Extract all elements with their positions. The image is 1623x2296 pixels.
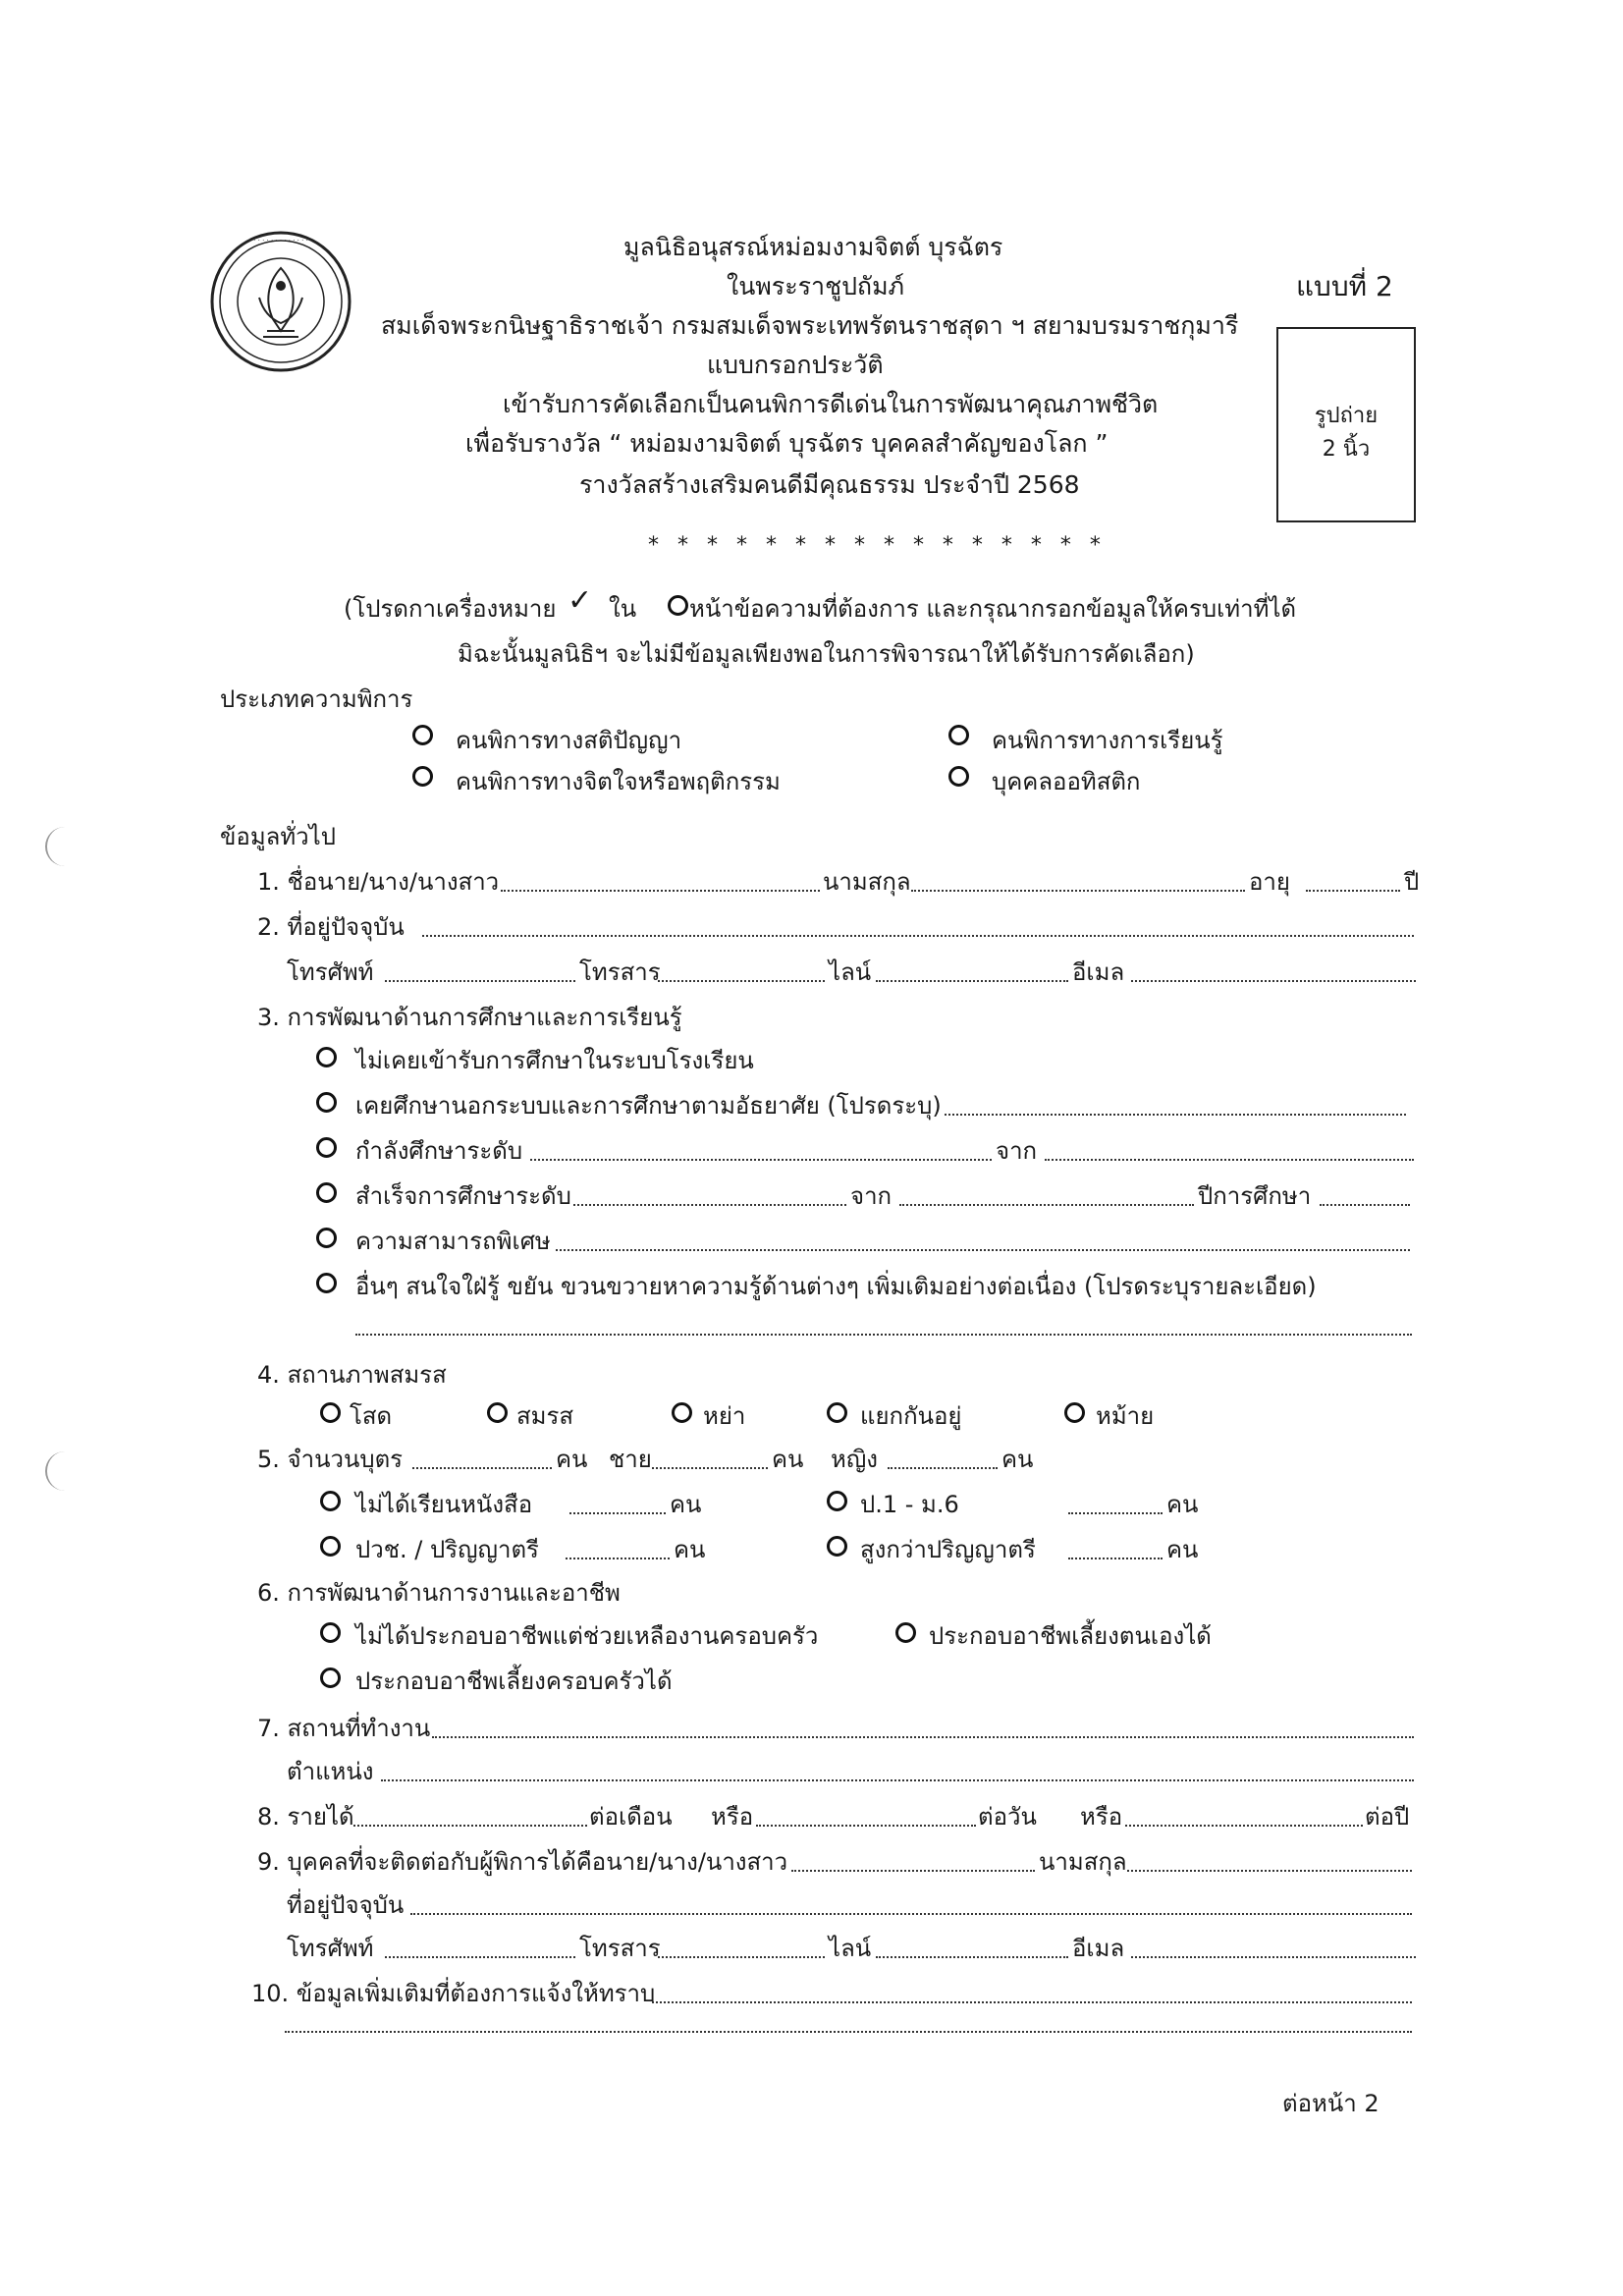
q5-opt4-unit: คน (1166, 1536, 1199, 1563)
q8-month-field[interactable] (353, 1825, 587, 1827)
q5-male-label: ชาย (609, 1446, 652, 1473)
q3-opt3-level-field[interactable] (530, 1159, 992, 1161)
q2-email-field[interactable] (1131, 980, 1416, 982)
photo-label-1: รูปถ่าย (1314, 404, 1379, 428)
q8-year-field[interactable] (1125, 1825, 1363, 1827)
q5-opt4-radio[interactable] (827, 1536, 847, 1557)
q8-day-field[interactable] (756, 1825, 976, 1827)
instructions-line-2: มิฉะนั้นมูลนิธิฯ จะไม่มีข้อมูลเพียงพอในการพิจารณาให้ได้รับการคัดเลือก) (458, 640, 1195, 668)
q3-opt4-level-field[interactable] (573, 1204, 846, 1206)
q6-opt3-label: ประกอบอาชีพเลี้ยงครอบครัวได้ (355, 1667, 673, 1695)
header-line-7: รางวัลสร้างเสริมคนดีมีคุณธรรม ประจำปี 2568 (579, 470, 1080, 499)
q9-phone-field[interactable] (385, 1956, 575, 1958)
q10-additional-label: 10. ข้อมูลเพิ่มเติมที่ต้องการแจ้งให้ทราบ (251, 1980, 656, 2007)
q9-surname-label: นามสกุล (1039, 1848, 1127, 1876)
q5-unit-1: คน (556, 1446, 588, 1473)
header-line-4: แบบกรอกประวัติ (707, 351, 884, 379)
q3-opt5-label: ความสามารถพิเศษ (355, 1228, 551, 1255)
q3-opt3-radio[interactable] (316, 1137, 337, 1158)
q4-widowed-label: หม้าย (1096, 1402, 1155, 1430)
q5-opt1-field[interactable] (569, 1512, 666, 1514)
header-line-6: เพื่อรับรางวัล “ หม่อมงามจิตต์ บุรฉัตร บุคคลสำคัญของโลก ” (465, 429, 1109, 458)
svg-text:· · · · · · · · · · · · · · ·: · · · · · · · · · · · · · · · (248, 237, 313, 245)
margin-punch-mark-bottom (45, 1451, 71, 1491)
instructions-circle-icon (668, 595, 688, 616)
q5-opt3-unit: คน (674, 1536, 706, 1563)
q3-opt2-label: เคยศึกษานอกระบบและการศึกษาตามอัธยาศัย (โปรดระบุ) (355, 1092, 942, 1120)
q3-opt2-radio[interactable] (316, 1092, 337, 1113)
q10-additional-field-1[interactable] (652, 2001, 1412, 2003)
q10-additional-field-2[interactable] (285, 2031, 1412, 2033)
q3-opt4-year-label: ปีการศึกษา (1198, 1182, 1312, 1210)
q9-address-label: ที่อยู่ปัจจุบัน (287, 1891, 405, 1919)
q1-year-label: ปี (1404, 868, 1420, 896)
q3-opt3-from-field[interactable] (1045, 1159, 1414, 1161)
header-line-5: เข้ารับการคัดเลือกเป็นคนพิการดีเด่นในการพัฒนาคุณภาพชีวิต (503, 390, 1159, 418)
disability-section-title: ประเภทความพิการ (220, 685, 413, 713)
q3-opt1-label: ไม่เคยเข้ารับการศึกษาในระบบโรงเรียน (355, 1047, 754, 1074)
q9-email-label: อีเมล (1072, 1935, 1125, 1962)
instructions-part-2: ใน (609, 595, 637, 623)
q5-female-field[interactable] (888, 1467, 998, 1469)
q2-phone-label: โทรศัพท์ (287, 958, 374, 986)
header-line-1: มูลนิธิอนุสรณ์หม่อมงามจิตต์ บุรฉัตร (623, 233, 1003, 261)
q4-married-label: สมรส (516, 1402, 574, 1430)
q5-female-label: หญิง (831, 1446, 878, 1473)
q3-opt2-field[interactable] (945, 1114, 1406, 1116)
instructions-part-1: (โปรดกาเครื่องหมาย (344, 595, 557, 623)
q5-male-field[interactable] (652, 1467, 768, 1469)
q4-single-radio[interactable] (320, 1402, 341, 1423)
q2-fax-label: โทรสาร (579, 958, 661, 986)
q9-surname-field[interactable] (1127, 1870, 1412, 1872)
disability-intellectual-radio[interactable] (412, 725, 433, 745)
q3-opt3-label: กำลังศึกษาระดับ (355, 1137, 523, 1165)
q3-opt5-field[interactable] (556, 1249, 1410, 1251)
q5-opt4-label: สูงกว่าปริญญาตรี (860, 1536, 1036, 1563)
q2-address-field[interactable] (422, 935, 1414, 937)
q1-age-field[interactable] (1306, 890, 1400, 892)
q8-income-label: 8. รายได้ (257, 1803, 354, 1831)
photo-label-2: 2 นิ้ว (1322, 437, 1371, 462)
q3-opt6-radio[interactable] (316, 1273, 337, 1293)
instructions-part-3: หน้าข้อความที่ต้องการ และกรุณากรอกข้อมูลให้ครบเท่าที่ได้ (689, 595, 1297, 623)
q8-or-label-1: หรือ (711, 1803, 754, 1831)
q6-opt1-radio[interactable] (320, 1622, 341, 1643)
q9-fax-field[interactable] (658, 1956, 825, 1958)
q7-workplace-label: 7. สถานที่ทำงาน (257, 1715, 431, 1742)
q3-opt4-from-field[interactable] (899, 1204, 1194, 1206)
q2-email-label: อีเมล (1072, 958, 1125, 986)
disability-learning-radio[interactable] (948, 725, 969, 745)
q5-opt2-unit: คน (1166, 1491, 1199, 1518)
photo-box (1276, 327, 1416, 522)
foundation-seal-logo (208, 229, 353, 374)
q5-unit-3: คน (1001, 1446, 1034, 1473)
q5-opt3-field[interactable] (566, 1558, 670, 1559)
q3-opt6-field[interactable] (355, 1334, 1412, 1336)
checkmark-symbol: ✓ (568, 583, 593, 618)
q2-fax-field[interactable] (658, 980, 825, 982)
q4-separated-radio[interactable] (827, 1402, 847, 1423)
q3-opt4-label: สำเร็จการศึกษาระดับ (355, 1182, 571, 1210)
disability-learning-label: คนพิการทางการเรียนรู้ (992, 727, 1223, 754)
q4-single-label: โสด (350, 1402, 393, 1430)
q5-children-field[interactable] (412, 1467, 552, 1469)
q5-opt3-radio[interactable] (320, 1536, 341, 1557)
q4-separated-label: แยกกันอยู่ (860, 1402, 962, 1430)
q4-widowed-radio[interactable] (1064, 1402, 1085, 1423)
q3-opt5-radio[interactable] (316, 1228, 337, 1248)
q6-opt2-radio[interactable] (895, 1622, 916, 1643)
q5-unit-2: คน (772, 1446, 804, 1473)
q5-children-label: 5. จำนวนบุตร (257, 1446, 404, 1473)
q6-opt3-radio[interactable] (320, 1667, 341, 1688)
header-line-3: สมเด็จพระกนิษฐาธิราชเจ้า กรมสมเด็จพระเทพรัตนราชสุดา ฯ สยามบรมราชกุมารี (381, 311, 1239, 340)
q9-email-field[interactable] (1131, 1956, 1416, 1958)
q5-opt2-field[interactable] (1068, 1512, 1163, 1514)
q8-per-year-label: ต่อปี (1365, 1803, 1410, 1831)
q9-fax-label: โทรสาร (579, 1935, 661, 1962)
q2-line-field[interactable] (876, 980, 1068, 982)
q5-opt4-field[interactable] (1068, 1558, 1163, 1559)
continue-page-label: ต่อหน้า 2 (1282, 2090, 1380, 2117)
q3-opt6-label: อื่นๆ สนใจใฝ่รู้ ขยัน ขวนขวายหาความรู้ด้านต่างๆ เพิ่มเติมอย่างต่อเนื่อง (โปรดระบุรายละเอียด) (355, 1273, 1317, 1300)
q8-per-month-label: ต่อเดือน (589, 1803, 673, 1831)
q8-or-label-2: หรือ (1080, 1803, 1123, 1831)
disability-autism-radio[interactable] (948, 766, 969, 787)
q7-position-field[interactable] (381, 1779, 1414, 1781)
q3-opt4-radio[interactable] (316, 1182, 337, 1203)
q1-name-field[interactable] (501, 890, 820, 892)
q9-contact-label: 9. บุคคลที่จะติดต่อกับผู้พิการได้คือนาย/นาง/นางสาว (257, 1848, 788, 1876)
q9-contact-name-field[interactable] (791, 1870, 1035, 1872)
q8-per-day-label: ต่อวัน (978, 1803, 1037, 1831)
q5-opt1-radio[interactable] (320, 1491, 341, 1511)
q9-address-field[interactable] (410, 1913, 1412, 1915)
q6-opt2-label: ประกอบอาชีพเลี้ยงตนเองได้ (929, 1622, 1212, 1650)
q5-opt1-label: ไม่ได้เรียนหนังสือ (355, 1491, 533, 1518)
q2-address-label: 2. ที่อยู่ปัจจุบัน (257, 913, 405, 941)
q5-opt2-radio[interactable] (827, 1491, 847, 1511)
q7-position-label: ตำแหน่ง (287, 1758, 374, 1785)
q1-surname-label: นามสกุล (823, 868, 911, 896)
q9-phone-label: โทรศัพท์ (287, 1935, 374, 1962)
q7-workplace-field[interactable] (432, 1736, 1414, 1738)
q5-opt2-label: ป.1 - ม.6 (860, 1491, 959, 1518)
header-line-2: ในพระราชูปถัมภ์ (727, 272, 905, 301)
q3-opt3-from-label: จาก (996, 1137, 1038, 1165)
q2-line-label: ไลน์ (829, 958, 872, 986)
margin-punch-mark-top (45, 827, 71, 866)
q4-married-radio[interactable] (487, 1402, 508, 1423)
q3-opt4-year-field[interactable] (1320, 1204, 1410, 1206)
q9-line-field[interactable] (876, 1956, 1068, 1958)
disability-mental-label: คนพิการทางจิตใจหรือพฤติกรรม (456, 768, 781, 795)
q5-opt3-label: ปวช. / ปริญญาตรี (355, 1536, 539, 1563)
star-divider: * * * * * * * * * * * * * * * * (648, 533, 1107, 558)
q1-name-label: 1. ชื่อนาย/นาง/นางสาว (257, 868, 500, 896)
q6-career-label: 6. การพัฒนาด้านการงานและอาชีพ (257, 1579, 621, 1607)
form-number: แบบที่ 2 (1296, 270, 1393, 302)
q3-education-label: 3. การพัฒนาด้านการศึกษาและการเรียนรู้ (257, 1004, 682, 1031)
disability-autism-label: บุคคลออทิสติก (992, 768, 1141, 795)
q6-opt1-label: ไม่ได้ประกอบอาชีพแต่ช่วยเหลืองานครอบครัว (355, 1622, 819, 1650)
q3-opt4-from-label: จาก (850, 1182, 893, 1210)
disability-mental-radio[interactable] (412, 766, 433, 787)
q1-age-label: อายุ (1249, 868, 1290, 896)
q4-marital-label: 4. สถานภาพสมรส (257, 1361, 447, 1389)
q1-surname-field[interactable] (911, 890, 1245, 892)
general-section-title: ข้อมูลทั่วไป (220, 823, 336, 850)
q3-opt1-radio[interactable] (316, 1047, 337, 1067)
q4-divorced-radio[interactable] (672, 1402, 692, 1423)
disability-intellectual-label: คนพิการทางสติปัญญา (456, 727, 682, 754)
q5-opt1-unit: คน (670, 1491, 702, 1518)
q2-phone-field[interactable] (385, 980, 575, 982)
q9-line-label: ไลน์ (829, 1935, 872, 1962)
q4-divorced-label: หย่า (703, 1402, 746, 1430)
